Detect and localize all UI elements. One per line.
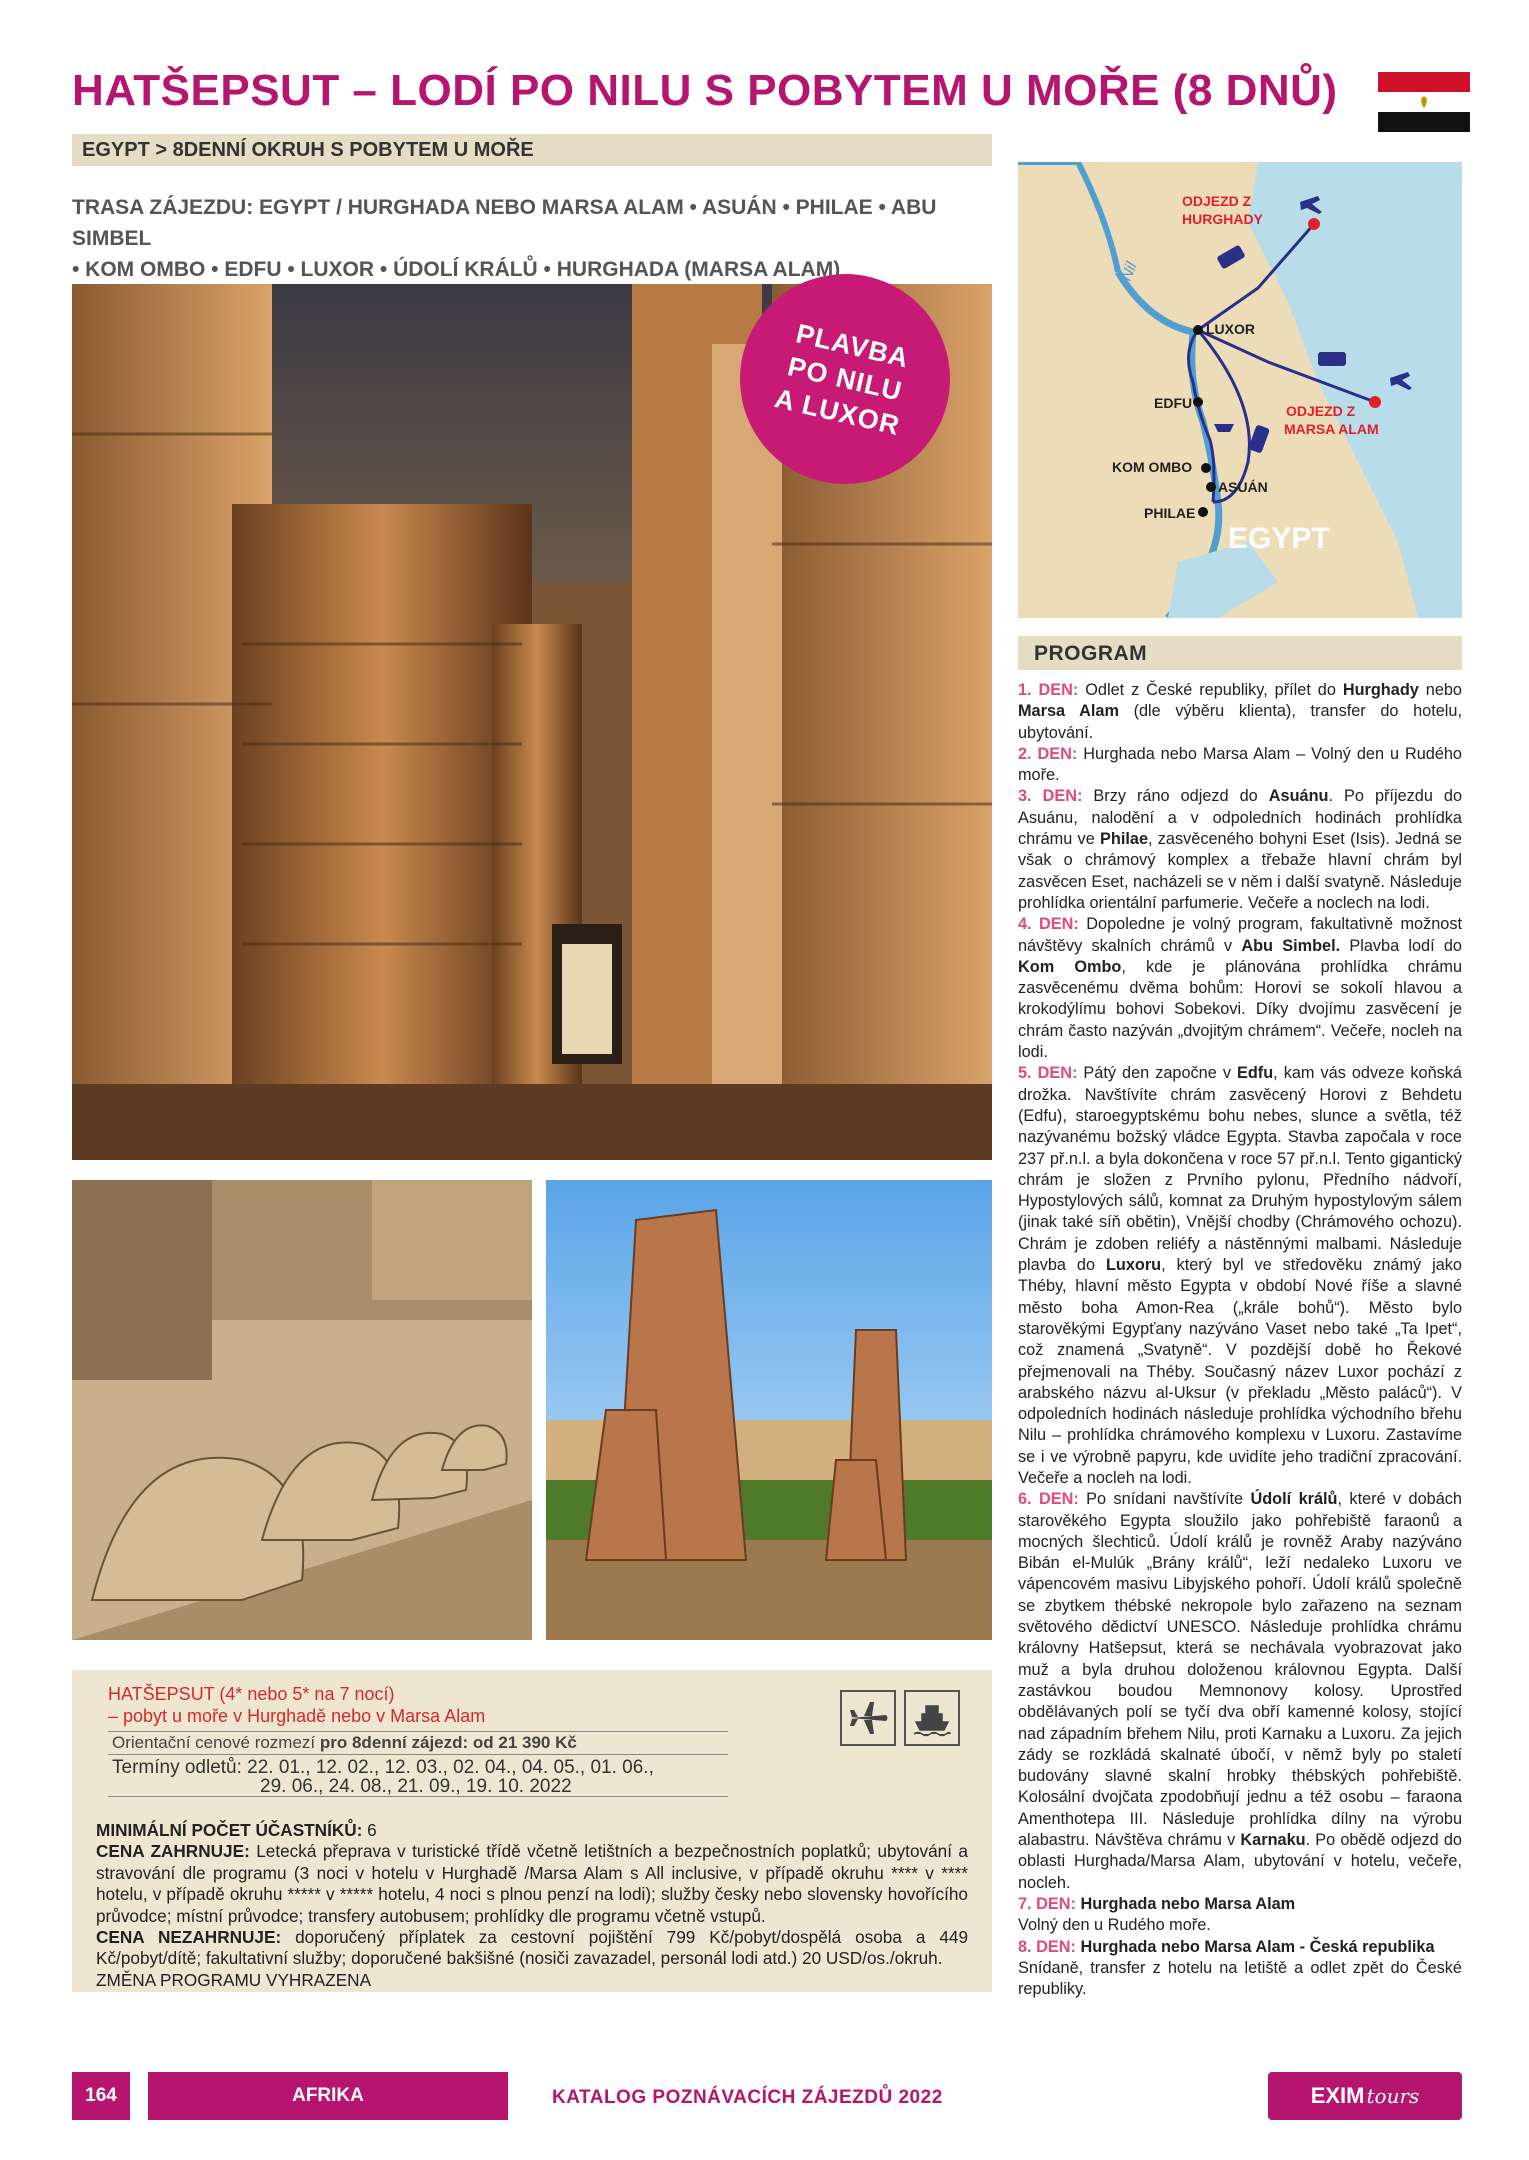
map-hurghada-label-2: HURGHADY — [1182, 211, 1263, 227]
place-name: Marsa Alam — [1018, 702, 1119, 721]
place-name: Philae — [1100, 830, 1148, 849]
program-day-5: 5. DEN: Pátý den započne v Edfu, kam vás odveze koňská drožka. Navštívíte chrám zasvěcený Horovi z Behdetu (Edfu), staroegyptskému bohu nebes, slunce a světla, též nazývanému božský vládce Egypta. Stavba započala v roce 237 př.n.l. a byla dokončena v roce 57 př.n.l. Tento gigantický chrám je složen z Prvního pylonu, Předního nádvoří, Hypostylových sálů, komnat za Druhým hypostylovým sálem (jinak také síň obětin), Vnější chodby (Chrámového ochozu). Chrám je zdoben reliéfy a nástěnnými malbami. Následuje plavba do Luxoru, který byl ve středověku známý jako Théby, hlavní město Egypta v období Nové říše a slavné město boha Amon-Rea („krále bohů“). Město bylo starověkými Egypťany nazýváno Vaset nebo také „Ta Ipet“, což znamená „Svatyně“. V pozdější době ho Řekové přejmenovali na Théby. Současný název Luxor pochází z arabského názvu al-Uksur (v překladu „Město paláců“). V odpoledních hodinách následuje prohlídka východního břehu Nilu – prohlídka chrámového komplexu v Luxoru. Zastavíme se i ve výrobně papyru, kde uvidíte jeho tradiční zpracování. Večeře a nocleh na lodi. — [1018, 1064, 1462, 1487]
place-name: Kom Ombo — [1018, 957, 1122, 976]
route-description — [72, 192, 1002, 285]
map-hurghada-label-1: ODJEZD Z — [1182, 193, 1252, 209]
badge-text: PLAVBA PO NILU A LUXOR — [771, 318, 913, 442]
place-name: Luxoru — [1105, 1256, 1162, 1275]
egypt-flag-icon — [1378, 72, 1470, 132]
map-philae-label: PHILAE — [1144, 505, 1196, 521]
program-day-4: 4. DEN: Dopoledne je volný program, fakultativně možnost návštěvy skalních chrámů v Abu Simbel. Plavba lodí do Kom Ombo, kde je plánována prohlídka chrámu zasvěcenému dvěma bohům: Horovi se sokolí hlavou a krokodýlímu bohovi Sobekovi. Díky dvojímu zasvěcení je chrám často nazýván „dvojitým chrámem“. Večeře, nocleh na lodi. — [1018, 915, 1462, 1062]
day-label: 4. DEN: — [1018, 915, 1079, 934]
map-river-label: Nil — [1117, 259, 1141, 284]
day-label: 3. DEN: — [1018, 787, 1083, 806]
place-name: Karnaku — [1240, 1831, 1306, 1850]
ship-icon — [904, 1690, 960, 1746]
airplane-icon — [840, 1690, 896, 1746]
logo-script: tours — [1366, 2084, 1420, 2108]
colossi-of-memnon-photo — [546, 1180, 992, 1640]
route-line-1: TRASA ZÁJEZDU: EGYPT / HURGHADA NEBO MARSA ALAM • ASUÁN • PHILAE • ABU SIMBEL — [72, 196, 937, 250]
program-day-1: 1. DEN: Odlet z České republiky, přílet do Hurghady nebo Marsa Alam (dle výběru klienta), transfer do hotelu, ubytování. — [1018, 681, 1462, 742]
day-label: 1. DEN: — [1018, 681, 1079, 699]
min-value: 6 — [362, 1820, 377, 1840]
breadcrumb: EGYPT > 8DENNÍ OKRUH S POBYTEM U MOŘE — [82, 139, 534, 161]
map-asuan-label: ASUÁN — [1218, 479, 1268, 495]
place-name: Údolí králů — [1250, 1490, 1338, 1509]
program-text — [1018, 680, 1462, 2000]
change-note: ZMĚNA PROGRAMU VYHRAZENA — [96, 1969, 372, 1990]
price-row — [108, 1731, 728, 1755]
program-day-6: 6. DEN: Po snídani navštívíte Údolí králů, které v dobách starověkého Egypta sloužilo jako pohřebiště faraonů a mocných šlechticů. Údolí králů je rovněž Araby nazýváno Bibán el-Mulúk „Brány králů“, leží nedaleko Luxoru ve vápencovém masivu Libyjského pohoří. Údolí králů společně se zbytkem thébské nekropole bylo zařazeno na seznam světového dědictví UNESCO. Následuje prohlídka chrámu královny Hatšepsut, která se nechávala vyobrazovat jako muž a byla druhou doloženou královnou Egypta. Další zastávkou boudou Memnonovy kolosy. Uprostřed obdělávaných polí se tyčí dva obří kamenné kolosy, stojící nad západním břehem Nilu, proti Karnaku a Luxoru. Za jejich zády se rozkládá skalnaté úbočí, v němž byly po staletí budovány slavné skalní hrobky thébských pohřebiště. Kolosální dvojčata zpodobňují jednu a též osobu – faraona Amenthotepa III. Následuje prohlídka dílny na výrobu alabastru. Návštěva chrámu v Karnaku. Po obědě odjezd do oblasti Hurghada/Marsa Alam, ubytování v hotelu, večeře, nocleh. — [1018, 1490, 1462, 1892]
hotel-info — [108, 1683, 485, 1727]
section-label: AFRIKA — [148, 2072, 508, 2120]
place-name: Hurghady — [1342, 681, 1419, 699]
page-number: 164 — [72, 2072, 130, 2120]
sphinx-avenue-photo — [72, 1180, 532, 1640]
map-luxor-label: LUXOR — [1206, 321, 1255, 337]
map-marsa-label-1: ODJEZD Z — [1286, 403, 1356, 419]
price-conditions — [96, 1820, 968, 1991]
logo-main: EXIM — [1310, 2083, 1365, 2108]
excludes-text: doporučený příplatek za cestovní pojištění 799 Kč/pobyt/dospělá osoba a 449 Kč/pobyt/dítě; fakultativní služby; doporučené bakšišné (nosiči zavazadel, personál lodi atd.) 20 USD/os./okruh. — [96, 1927, 968, 1969]
price-excludes — [96, 1927, 968, 1970]
catalog-label: KATALOG POZNÁVACÍCH ZÁJEZDŮ 2022 — [552, 2087, 943, 2108]
place-name: Asuánu — [1268, 787, 1329, 806]
day-label: 8. DEN: — [1018, 1937, 1076, 1956]
breadcrumb-bar — [72, 134, 992, 166]
day-label: 6. DEN: — [1018, 1490, 1079, 1509]
program-day-8: 8. DEN: Hurghada nebo Marsa Alam - Česká republika Snídaně, transfer z hotelu na letiště a odlet zpět do České republiky. — [1018, 1937, 1462, 1999]
day-label: 5. DEN: — [1018, 1064, 1078, 1083]
program-day-2: 2. DEN: Hurghada nebo Marsa Alam – Volný den u Rudého moře. — [1018, 744, 1462, 785]
day-label: 2. DEN: — [1018, 744, 1078, 763]
day-label: 7. DEN: — [1018, 1894, 1076, 1913]
hotel-line-1: HATŠEPSUT (4* nebo 5* na 7 nocí) — [108, 1684, 395, 1704]
route-line-2: • KOM OMBO • EDFU • LUXOR • ÚDOLÍ KRÁLŮ • HURGHADA (MARSA ALAM) — [72, 258, 841, 281]
map-kom-ombo-label: KOM OMBO — [1112, 459, 1193, 475]
price-includes — [96, 1841, 968, 1927]
program-heading: PROGRAM — [1034, 642, 1148, 665]
map-edfu-label: EDFU — [1154, 395, 1193, 411]
place-name: Abu Simbel. — [1241, 936, 1341, 955]
excludes-label: CENA NEZAHRNUJE: — [96, 1927, 282, 1948]
departure-dates — [108, 1758, 728, 1797]
dates-line-2: 29. 06., 24. 08., 21. 09., 19. 10. 2022 — [260, 1776, 572, 1797]
place-name: Edfu — [1237, 1064, 1274, 1083]
includes-text: Letecká přeprava v turistické třídě včetně letištních a bezpečnostních poplatků; ubytování a stravování dle programu (3 noci v hotelu v Hurghadě /Marsa Alam s All inclusive, v případě okruhu **** v **** hotelu, v případě okruhu ***** v ***** hotelu, 4 noci s plnou penzí na lodi); služby česky nebo slovensky hovořícího průvodce; místní průvodce; transfery autobusem; prohlídky dle programu včetně vstupů. — [96, 1841, 968, 1926]
min-label: MINIMÁLNÍ POČET ÚČASTNÍKŮ: — [96, 1820, 363, 1840]
route-map — [1018, 162, 1462, 618]
price-prefix: Orientační cenové rozmezí — [112, 1733, 320, 1752]
hotel-line-2: – pobyt u moře v Hurghadě nebo v Marsa Alam — [108, 1706, 486, 1726]
dates-line-1: Termíny odletů: 22. 01., 12. 02., 12. 03., 02. 04., 04. 05., 01. 06., — [112, 1757, 654, 1778]
program-day-3: 3. DEN: Brzy ráno odjezd do Asuánu. Po příjezdu do Asuánu, nalodění a v odpoledních hodinách prohlídka chrámu ve Philae, zasvěceného bohyni Eset (Isis). Jedná se však o chrámový komplex a třebaže hlavní chrám byl zasvěcen Eset, nacházeli se v něm i další svatyně. Následuje prohlídka orientální parfumerie. Večeře a noclech na lodi. — [1018, 787, 1462, 912]
page-title: HATŠEPSUT – LODÍ PO NILU S POBYTEM U MOŘE (8 DNŮ) — [72, 66, 1338, 115]
exim-tours-logo — [1268, 2072, 1462, 2120]
place-name: Hurghada nebo Marsa Alam - Česká republika — [1080, 1937, 1435, 1956]
map-marsa-label-2: MARSA ALAM — [1284, 421, 1379, 437]
price-value: pro 8denní zájezd: od 21 390 Kč — [319, 1733, 577, 1752]
includes-label: CENA ZAHRNUJE: — [96, 1841, 250, 1862]
program-heading-bar — [1018, 636, 1462, 670]
map-country-label: EGYPT — [1228, 522, 1330, 555]
program-day-7: 7. DEN: Hurghada nebo Marsa Alam Volný den u Rudého moře. — [1018, 1894, 1296, 1935]
place-name: Hurghada nebo Marsa Alam — [1080, 1894, 1296, 1913]
min-participants — [96, 1820, 968, 1841]
